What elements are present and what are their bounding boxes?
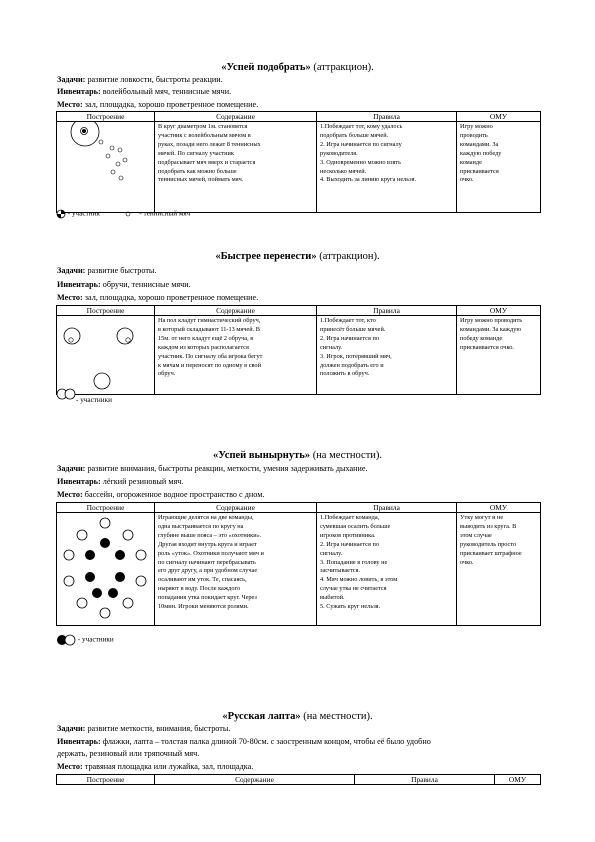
col-header-construction: Построение — [57, 112, 155, 122]
col-header-content: Содержание — [155, 112, 317, 122]
legend-participant-label: - участник — [66, 209, 100, 218]
content-line: его друг другу, а при удобном случае — [158, 567, 258, 575]
rules-line: сумевшая осалить больше — [320, 522, 391, 530]
col-header-rules: Правила — [317, 112, 457, 122]
rules-line: несколько мячей. — [320, 167, 367, 175]
col-header-omu: ОМУ — [457, 503, 541, 513]
omu-line: каждую победу — [460, 149, 502, 157]
section4-table — [56, 774, 541, 785]
content-line: к мячам и переносят по одному в свой — [158, 361, 261, 369]
content-line: Играющие делятся на две команды, — [158, 514, 254, 521]
diagram-hoops — [57, 316, 153, 390]
content-line: участник с волейбольным мячом в — [158, 131, 251, 139]
section3-legend — [56, 634, 114, 646]
section2-table — [56, 305, 541, 395]
col-header-content: Содержание — [155, 775, 355, 785]
rules-line: выбитой. — [320, 594, 345, 602]
content-line: 10мин. Игроки меняются ролями. — [158, 603, 249, 611]
rules-line: сигналу. — [320, 343, 343, 351]
rules-line: игроков противника. — [320, 531, 376, 539]
section4-title: «Русская лапта» (на местности). — [222, 711, 373, 722]
rules-line: 1.Побеждает тот, кому удалось — [320, 123, 403, 130]
content-line: каждом из которых располагается — [158, 343, 249, 351]
omu-line: Игру можно — [460, 123, 493, 130]
content-line: На пол кладут гимнастический обруч, — [158, 317, 261, 324]
omu-line: Утку могут и не — [460, 514, 504, 521]
section3-place: Место: бассейн, огороженное водное пространство с дном. — [57, 490, 265, 499]
section1-omu — [457, 122, 541, 213]
col-header-omu: ОМУ — [495, 775, 541, 785]
tennis-ball-icon — [124, 210, 132, 218]
section2-legend-label: - участники — [76, 396, 112, 404]
content-line: обруч. — [158, 370, 176, 378]
content-line: попадания утка покидает круг. Через — [158, 594, 257, 602]
col-header-rules: Правила — [317, 503, 457, 513]
rules-line: засчитывается. — [320, 567, 361, 575]
omu-line: руководитель просто — [460, 540, 517, 548]
construction-diagram — [57, 513, 155, 626]
rules-line: 2. Игра начинается по сигналу — [320, 140, 402, 148]
section1-rules — [317, 122, 457, 213]
rules-line: 5. Сужать круг нельзя. — [320, 603, 381, 611]
rules-line: подобрать больше мячей. — [320, 131, 389, 139]
content-line: подбрасывает мяч вверх и старается — [158, 158, 256, 166]
section3-tasks: Задачи: развитие внимания, быстроты реакции, меткости, умения задерживать дыхание. — [57, 464, 368, 473]
diagram-ball-circle — [57, 122, 153, 208]
section1-place: Место: зал, площадка, хорошо проветренное помещение. — [57, 100, 259, 109]
section1-legend — [56, 209, 190, 219]
omu-line: присваивается очко. — [460, 343, 514, 351]
rules-line: принесёт больше мячей. — [320, 325, 386, 333]
rules-line: положить в обруч. — [320, 370, 370, 378]
col-header-omu: ОМУ — [457, 112, 541, 122]
omu-line: присваивается — [460, 167, 499, 175]
rules-line: 3. Попадание в голову не — [320, 558, 388, 566]
content-line: Другая входит внутрь круга и играет — [158, 540, 257, 548]
rules-line: случае утка не считается — [320, 585, 387, 593]
omu-line: выводить из круга. В — [460, 522, 517, 530]
content-line: мячей. По сигналу участник — [158, 149, 234, 157]
omu-line: этом случае — [460, 531, 492, 539]
section3-omu — [457, 513, 541, 626]
section4-tasks: Задачи: развитие меткости, внимания, быстроты. — [57, 724, 231, 733]
section1-table — [56, 111, 541, 213]
section4-inventory: Инвентарь: флажки, лапта – толстая палка длиной 70-80см. с заостренным концом, чтобы её было удобно — [57, 737, 431, 746]
rules-line: сигналу. — [320, 549, 343, 557]
content-line: ныряют в воду. После каждого — [158, 585, 241, 593]
section2-tasks: Задачи: развитие быстроты. — [57, 266, 157, 275]
content-line: роль «уток». Охотники получают мяч и — [158, 549, 264, 557]
rules-line: должен подобрать его и — [320, 361, 384, 369]
col-header-content: Содержание — [155, 306, 317, 316]
construction-diagram — [57, 122, 155, 213]
section1-content — [155, 122, 317, 213]
section3-title: «Успей вынырнуть» (на местности). — [212, 450, 383, 461]
content-line: теннисных мячей, поймать мяч. — [158, 176, 244, 184]
col-header-rules: Правила — [317, 306, 457, 316]
rules-line: 3. Одновременно можно взять — [320, 158, 402, 166]
omu-line: очко. — [460, 176, 474, 184]
section2-content — [155, 316, 317, 395]
section3-content — [155, 513, 317, 626]
rules-line: 2. Игра начинается по — [320, 540, 379, 548]
col-header-content: Содержание — [155, 503, 317, 513]
rules-line: 3. Игрок, потерявший мяч, — [320, 352, 392, 360]
content-line: участник. По сигналу оба игрока бегут — [158, 352, 263, 360]
content-line: 15м. от него кладут ещё 2 обруча, в — [158, 334, 254, 342]
omu-line: командами. За — [460, 140, 499, 148]
content-line: одна выстраивается по кругу на — [158, 522, 244, 530]
omu-line: проводить — [460, 131, 488, 139]
col-header-rules: Правила — [355, 775, 495, 785]
section1-inventory: Инвентарь: волейбольный мяч, теннисные мячи. — [57, 87, 232, 96]
content-line: глубине выше пояса – это «охотники». — [158, 531, 262, 539]
participant-icon — [56, 209, 66, 219]
section3-rules — [317, 513, 457, 626]
section2-omu — [457, 316, 541, 395]
legend-tennis-ball-label: - теннисный мяч — [137, 209, 191, 218]
omu-line: победу команде — [460, 334, 503, 342]
content-line: подобрать как можно больше — [158, 167, 237, 175]
section3-table — [56, 502, 541, 626]
rules-line: 1.Побеждает команда, — [320, 514, 380, 521]
omu-line: командами. За каждую — [460, 325, 522, 333]
section2-title: «Быстрее перенести» (аттракцион). — [215, 251, 380, 262]
content-line: в который складывают 11-13 мячей. В — [158, 325, 260, 333]
section2-legend — [56, 388, 76, 400]
content-line: по сигналу начинают перебрасывать — [158, 558, 256, 566]
rules-line: руководителя. — [320, 149, 358, 157]
section3-inventory: Инвентарь: лёгкий резиновый мяч. — [57, 477, 184, 486]
section2-place: Место: зал, площадка, хорошо проветренное помещение. — [57, 293, 259, 302]
rules-line: 2. Игра начинается по — [320, 334, 379, 342]
rules-line: 1.Побеждает тот, кто — [320, 317, 376, 324]
content-line: руках, позади него лежат 8 теннисных — [158, 140, 261, 148]
participants-icon — [56, 388, 76, 400]
section2-inventory: Инвентарь: обручи, теннисные мячи. — [57, 280, 191, 289]
content-line: В круг диаметром 1м. становятся — [158, 123, 248, 130]
col-header-omu: ОМУ — [457, 306, 541, 316]
section2-rules — [317, 316, 457, 395]
col-header-construction: Построение — [57, 775, 155, 785]
section4-inventory-cont: держать, резиновый или тряпочный мяч. — [57, 749, 200, 758]
legend-participants-label: - участники — [76, 635, 114, 644]
section1-tasks: Задачи: развитие ловкости, быстроты реакции. — [57, 75, 223, 84]
omu-line: очко. — [460, 558, 474, 566]
construction-diagram — [57, 316, 155, 395]
col-header-construction: Построение — [57, 503, 155, 513]
col-header-construction: Построение — [57, 306, 155, 316]
hunter-duck-icon — [56, 634, 76, 646]
rules-line: 4. Выходить за линию круга нельзя. — [320, 176, 417, 184]
omu-line: Игру можно проводить — [460, 317, 523, 324]
omu-line: команде — [460, 158, 482, 166]
rules-line: 4. Мяч можно ловить, в этом — [320, 576, 398, 584]
omu-line: присваивает штрафное — [460, 549, 522, 557]
diagram-hunters-ducks — [57, 513, 153, 621]
content-line: осаливают им уток. Те, спасаясь, — [158, 576, 247, 584]
section1-title: «Успей подобрать» (аттракцион). — [221, 62, 374, 73]
section4-place: Место: травяная площадка или лужайка, зал, площадка. — [57, 762, 254, 771]
